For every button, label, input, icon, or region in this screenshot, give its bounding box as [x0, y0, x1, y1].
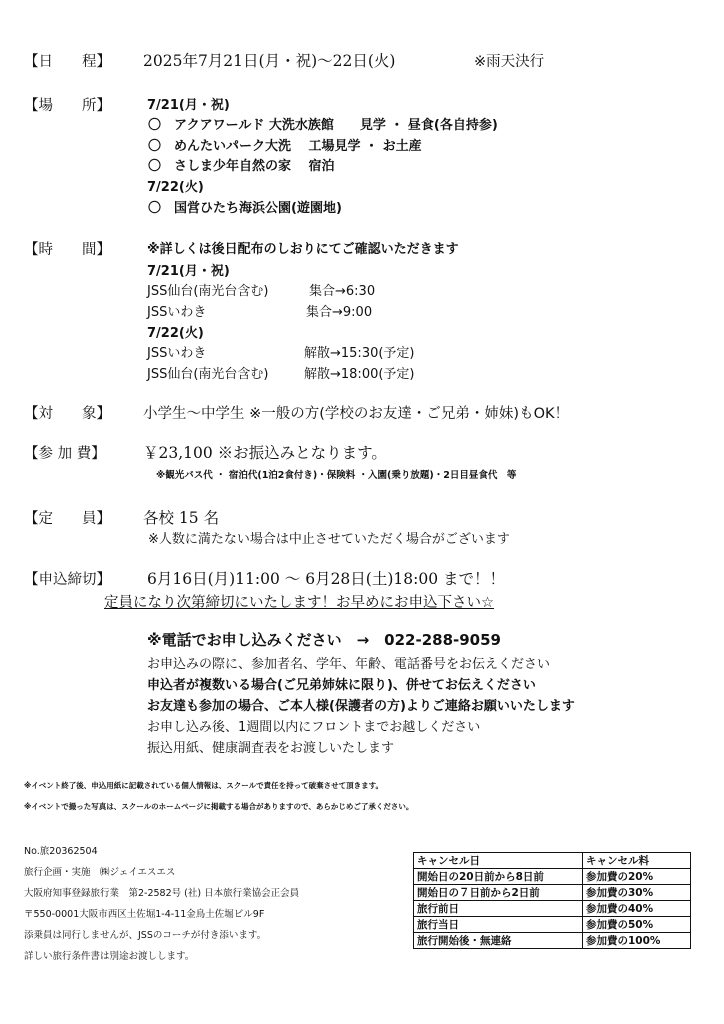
time-day2-place-1: JSSいわき	[147, 346, 207, 361]
phone-line-3: お友達も参加の場合、ご本人様(保護者の方)よりご連絡お願いいたします	[147, 699, 575, 714]
footer-line-5: 添乗員は同行しませんが、JSSのコーチが付き添います。	[24, 930, 267, 941]
cancel-table-header	[414, 853, 691, 869]
place-day2: 7/22(火)	[147, 180, 204, 195]
cancel-header-day: キャンセル日	[414, 853, 583, 869]
time-label: 【時 間】	[24, 242, 111, 258]
fee-note: ※観光バス代 ・ 宿泊代(1泊2食付き)・保険料 ・入園(乗り放題)・2日目昼食代 等	[156, 470, 517, 481]
place-item-2: 〇 めんたいパーク大洗 工場見学 ・ お土産	[148, 139, 422, 154]
time-day2-place-2: JSS仙台(南光台含む)	[147, 367, 269, 382]
cancel-table	[413, 852, 691, 949]
fee-value: ￥23,100 ※お振込みとなります。	[143, 444, 387, 462]
deadline-value: 6月16日(月)11:00 ～ 6月28日(土)18:00 まで！！	[147, 570, 505, 588]
capacity-label: 【定 員】	[24, 511, 111, 527]
privacy-note-1: ※イベント終了後、申込用紙に記載されている個人情報は、スクールで責任を持って破棄させて頂きます。	[24, 781, 384, 790]
phone-line-5: 振込用紙、健康調査表をお渡しいたします	[147, 741, 395, 756]
table-row	[414, 885, 691, 901]
time-day1-text-1: 集合→6:30	[309, 284, 376, 299]
cancel-day: 旅行前日	[414, 901, 583, 917]
cancel-fee: 参加費の100%	[583, 933, 691, 949]
phone-headline: ※電話でお申し込みください → 022-288-9059	[147, 631, 501, 649]
schedule-value: 2025年7月21日(月・祝)～22日(火)	[143, 52, 396, 70]
target-value: 小学生～中学生 ※一般の方(学校のお友達・ご兄弟・姉妹)もOK！	[143, 406, 569, 422]
footer-line-4: 〒550-0001大阪市西区土佐堀1-4-11金鳥土佐堀ビル9F	[24, 909, 265, 920]
footer-line-2: 旅行企画・実施 ㈱ジェイエスエス	[24, 867, 176, 878]
capacity-value: 各校 15 名	[143, 509, 220, 527]
place-label: 【場 所】	[24, 98, 111, 114]
target-label: 【対 象】	[24, 406, 111, 422]
table-row	[414, 901, 691, 917]
time-day1: 7/21(月・祝)	[147, 264, 230, 279]
place-item-4: 〇 国営ひたち海浜公園(遊園地)	[148, 201, 342, 216]
schedule-label: 【日 程】	[24, 54, 111, 70]
fee-label: 【参 加 費】	[24, 446, 106, 462]
footer-line-3: 大阪府知事登録旅行業 第2-2582号 (社) 日本旅行業協会正会員	[24, 888, 300, 899]
time-day1-place-1: JSS仙台(南光台含む)	[147, 284, 269, 299]
time-day2-text-2: 解散→18:00(予定)	[304, 367, 415, 382]
time-day2: 7/22(火)	[147, 326, 204, 341]
cancel-day: 旅行開始後・無連絡	[414, 933, 583, 949]
table-row	[414, 917, 691, 933]
cancel-day: 開始日の20日前から8日前	[414, 869, 583, 885]
time-day1-text-2: 集合→9:00	[306, 305, 373, 320]
time-day1-place-2: JSSいわき	[147, 305, 207, 320]
cancel-fee: 参加費の50%	[583, 917, 691, 933]
time-note: ※詳しくは後日配布のしおりにてご確認いただきます	[147, 242, 459, 257]
place-item-1: 〇 アクアワールド 大洗水族館 見学 ・ 昼食(各自持参)	[148, 118, 498, 133]
phone-line-2: 申込者が複数いる場合(ご兄弟姉妹に限り)、併せてお伝えください	[147, 678, 536, 693]
deadline-label: 【申込締切】	[24, 572, 111, 588]
place-day1: 7/21(月・祝)	[147, 98, 230, 113]
table-row	[414, 933, 691, 949]
cancel-fee: 参加費の20%	[583, 869, 691, 885]
phone-line-4: お申し込み後、1週間以内にフロントまでお越しください	[147, 720, 481, 735]
phone-line-1: お申込みの際に、参加者名、学年、年齢、電話番号をお伝えください	[147, 657, 551, 672]
capacity-note: ※人数に満たない場合は中止させていただく場合がございます	[148, 532, 510, 547]
privacy-note-2: ※イベントで撮った写真は、スクールのホームページに掲載する場合がありますので、あらかじめご了承ください。	[24, 802, 414, 811]
cancel-header-fee: キャンセル料	[583, 853, 691, 869]
cancel-fee: 参加費の30%	[583, 885, 691, 901]
table-row	[414, 869, 691, 885]
cancel-day: 開始日の７日前から2日前	[414, 885, 583, 901]
schedule-note: ※雨天決行	[474, 54, 545, 70]
cancel-day: 旅行当日	[414, 917, 583, 933]
footer-line-6: 詳しい旅行条件書は別途お渡しします。	[24, 951, 195, 962]
cancel-fee: 参加費の40%	[583, 901, 691, 917]
time-day2-text-1: 解散→15:30(予定)	[304, 346, 415, 361]
deadline-note: 定員になり次第締切にいたします！お早めにお申込下さい☆	[104, 595, 494, 611]
footer-line-1: No.旅20362504	[24, 846, 98, 857]
place-item-3: 〇 さしま少年自然の家 宿泊	[148, 159, 335, 174]
